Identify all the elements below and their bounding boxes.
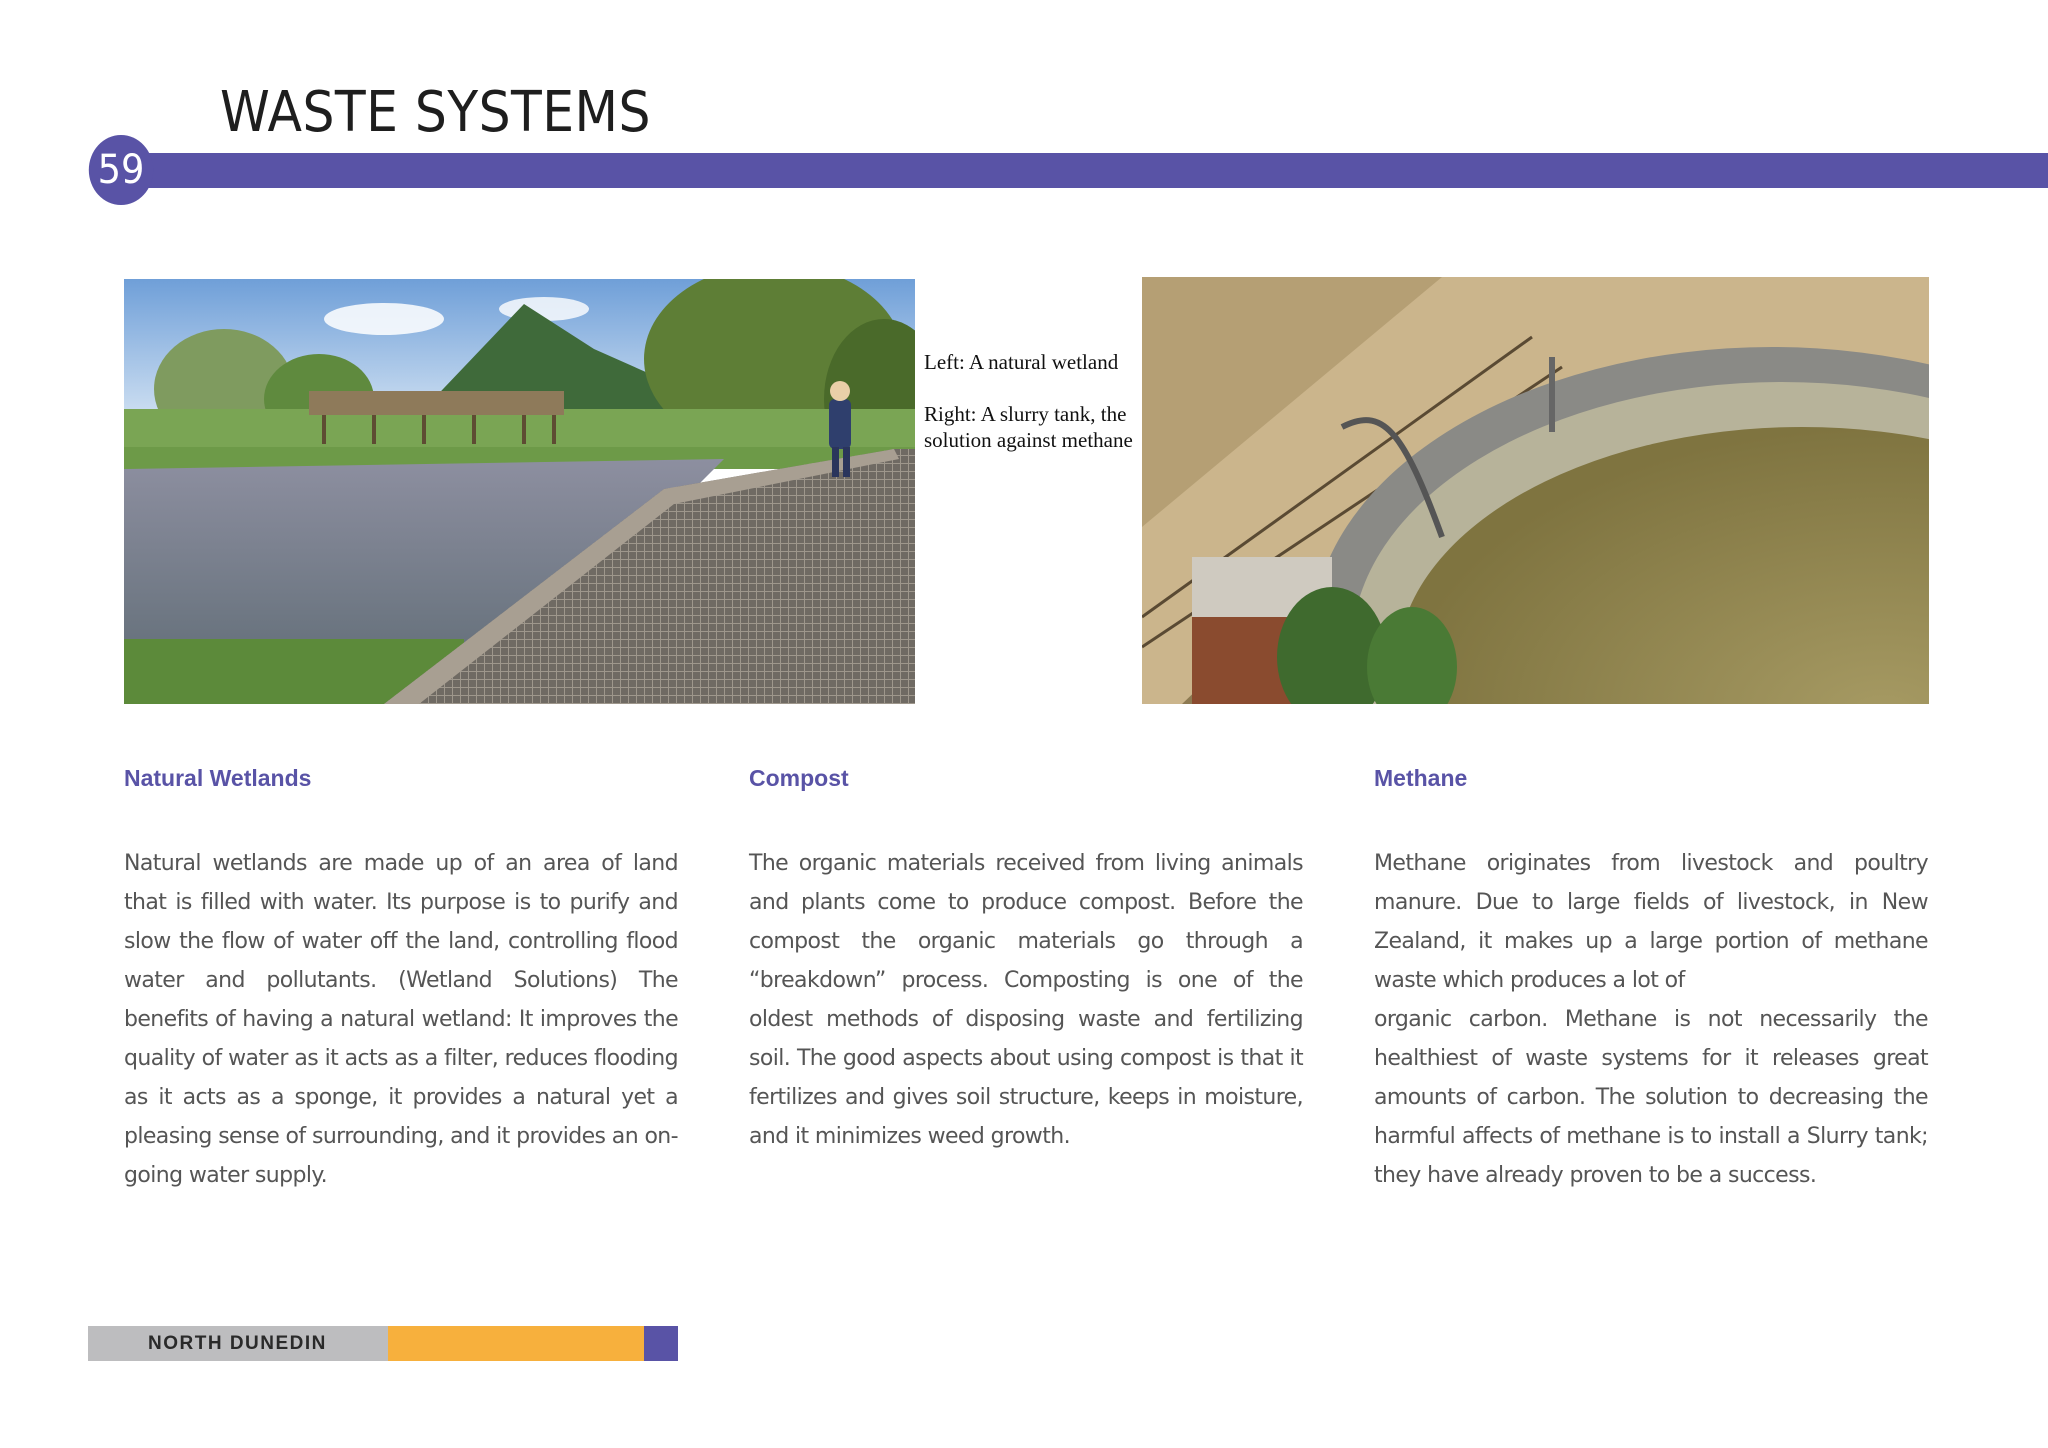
photo-caption (924, 349, 1134, 479)
section-methane (1374, 760, 1928, 1195)
section-body: organic carbon. Methane is not necessarily the healthiest of waste systems for it releases great amounts of carbon. The solution to decreasing the harmful affects of methane is to install a Slurry tank; they have already proven to be a success. (1374, 1007, 1928, 1188)
slurry-tank-photo (1142, 277, 1929, 704)
footer-label: NORTH DUNEDIN (148, 1333, 327, 1354)
section-heading: Methane (1374, 765, 1468, 791)
section-natural-wetlands (124, 760, 678, 1195)
caption-left: Left: A natural wetland (924, 350, 1119, 374)
caption-right: Right: A slurry tank, the solution against methane (924, 402, 1133, 452)
page-title: WASTE SYSTEMS (220, 80, 651, 145)
section-heading: Compost (749, 765, 849, 791)
section-body: The organic materials received from living animals and plants come to produce compost. Before the compost the organic materials go through a “breakdown” process. Composting is one of the oldest methods of disposing waste and fertilizing soil. The good aspects about using compost is that it fertilizes and gives soil structure, keeps in moisture, and it minimizes weed growth. (749, 851, 1303, 1149)
section-compost (749, 760, 1303, 1156)
footer-orange-bar (388, 1326, 644, 1361)
section-heading: Natural Wetlands (124, 765, 312, 791)
footer-purple-bar (644, 1326, 678, 1361)
page-number: 59 (89, 135, 153, 205)
section-body: Methane originates from livestock and poultry manure. Due to large fields of livestock, in New Zealand, it makes up a large portion of methane waste which produces a lot of (1374, 851, 1928, 993)
wetland-photo (124, 279, 915, 704)
section-body: Natural wetlands are made up of an area of land that is filled with water. Its purpose is to purify and slow the flow of water off the land, controlling flood water and pollutants. (Wetland Solutions) The benefits of having a natural wetland: It improves the quality of water as it acts as a filter, reduces flooding as it acts as a sponge, it provides a natural yet a pleasing sense of surrounding, and it provides an on-going water supply. (124, 851, 678, 1188)
title-bar (130, 153, 2048, 188)
